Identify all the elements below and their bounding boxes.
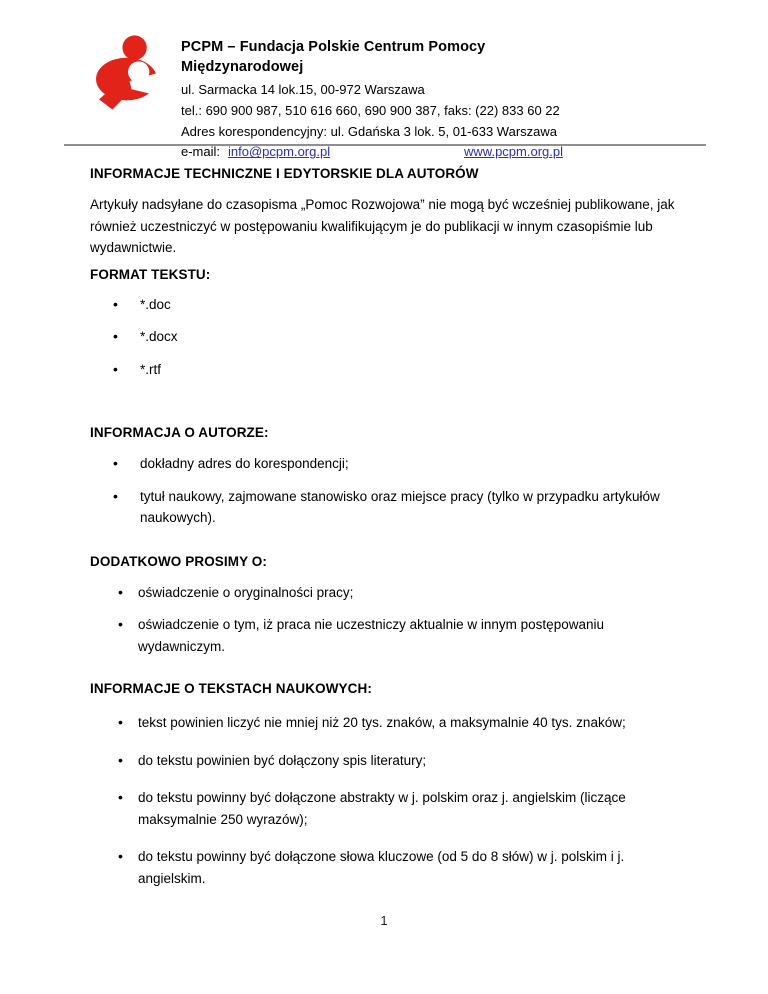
- list-item: • tekst powinien liczyć nie mniej niż 20 tys. znaków, a maksymalnie 40 tys. znaków;: [90, 712, 680, 734]
- bullet-list: [90, 712, 680, 889]
- phone-fax-line: tel.: 690 900 987, 510 616 660, 690 900 387, faks: (22) 833 60 22: [181, 102, 560, 118]
- street-address-line: ul. Sarmacka 14 lok.15, 00-972 Warszawa: [181, 82, 425, 97]
- section-heading: INFORMACJE O TEKSTACH NAUKOWYCH:: [90, 681, 372, 696]
- list-item: • do tekstu powinny być dołączone abstrakty w j. polskim oraz j. angielskim (liczące maksymalnie 250 wyrazów);: [90, 787, 680, 830]
- pcpm-logo-icon: [93, 35, 161, 113]
- email-link[interactable]: info@pcpm.org.pl: [228, 144, 331, 160]
- intro-paragraph: Artykuły nadsyłane do czasopisma „Pomoc Rozwojowa” nie mogą być wcześniej publikowane, jak również uczestniczyć w postępowaniu kwalifikującym je do publikacji w innym czasopiśmie lub wydawnictwie.: [90, 197, 675, 255]
- bullet-list: [90, 582, 680, 658]
- website-link[interactable]: www.pcpm.org.pl: [464, 144, 563, 160]
- list-item: • oświadczenie o oryginalności pracy;: [90, 582, 680, 604]
- page-number: 1: [380, 913, 388, 928]
- section-heading: FORMAT TEKSTU:: [90, 266, 211, 282]
- bullet-list: [90, 453, 680, 529]
- list-item: • *.docx: [90, 326, 680, 348]
- section-heading: INFORMACJA O AUTORZE:: [90, 425, 269, 440]
- list-item: • do tekstu powinien być dołączony spis literatury;: [90, 750, 680, 772]
- section-teksty-naukowe: [90, 678, 680, 889]
- header-divider: [64, 144, 706, 146]
- email-label: e-mail:: [181, 144, 221, 160]
- section-informacja-o-autorze: [90, 422, 680, 529]
- list-item: • *.doc: [90, 294, 680, 316]
- document-title: INFORMACJE TECHNICZNE I EDYTORSKIE DLA AUTORÓW: [90, 166, 479, 181]
- list-item: • *.rtf: [90, 359, 680, 381]
- section-format-tekstu: [90, 264, 680, 381]
- list-item: • dokładny adres do korespondencji;: [90, 453, 680, 475]
- org-name: PCPM – Fundacja Polskie Centrum Pomocy Międzynarodowej: [181, 39, 486, 75]
- list-item: • do tekstu powinny być dołączone słowa kluczowe (od 5 do 8 słów) w j. polskim i j. angielskim.: [90, 846, 680, 889]
- document-body: [90, 163, 680, 889]
- list-item: • tytuł naukowy, zajmowane stanowisko oraz miejsce pracy (tylko w przypadku artykułów naukowych).: [90, 486, 680, 529]
- bullet-list: [90, 294, 680, 381]
- list-item: • oświadczenie o tym, iż praca nie uczestniczy aktualnie w innym postępowaniu wydawniczym.: [90, 614, 680, 657]
- mailing-address-line: Adres korespondencyjny: ul. Gdańska 3 lok. 5, 01-633 Warszawa: [181, 123, 557, 139]
- section-dodatkowo-prosimy: [90, 551, 680, 658]
- section-heading: DODATKOWO PROSIMY O:: [90, 553, 267, 569]
